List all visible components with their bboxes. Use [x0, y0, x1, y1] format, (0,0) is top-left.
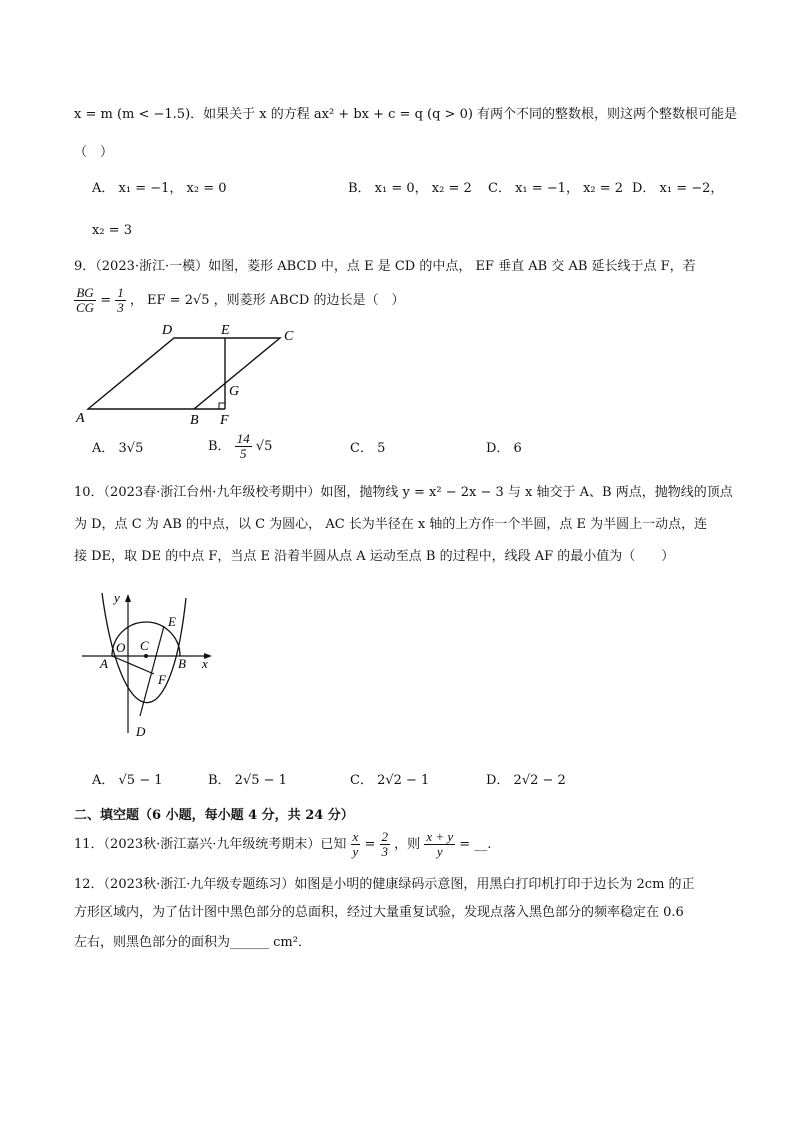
label-g: G: [229, 384, 240, 399]
q10-choice-a: A． √5 − 1: [92, 773, 163, 788]
label-o: O: [116, 640, 126, 655]
q11-frac-target-den: y: [436, 844, 443, 859]
rhombus-abcd: [88, 338, 280, 409]
q11-prefix: 11．（2023秋·浙江嘉兴·九年级统考期末）已知: [74, 837, 347, 852]
label-d: D: [162, 323, 173, 338]
q11-equals: =: [364, 837, 376, 852]
q9-choice-b-prefix: B．: [208, 439, 231, 454]
q9-ratio-fraction: [74, 286, 96, 315]
q9-three: 3: [117, 300, 124, 315]
q8-choice-a: A． x₁ = −1， x₂ = 0: [92, 181, 227, 196]
label-y: y: [114, 590, 120, 605]
q10-stem-line2: 为 D，点 C 为 AB 的中点，以 C 为圆心， AC 长为半径在 x 轴的上方作一个半圆，点 E 为半圆上一动点，连: [74, 517, 708, 532]
label-d: D: [136, 724, 146, 739]
y-axis-arrow: [125, 594, 131, 602]
q11-stem: [74, 830, 491, 859]
q8-answer-paren: （ ）: [74, 145, 114, 160]
q9-stem-line2: [74, 286, 404, 315]
label-c: C: [284, 329, 294, 344]
q12-stem-line1: 12．（2023秋·浙江·九年级专题练习）如图是小明的健康绿码示意图，用黑白打印机打印于边长为 2cm 的正: [74, 877, 695, 892]
right-angle-mark: [219, 403, 225, 409]
q9-choice-b: [208, 432, 272, 461]
q11-then: ，则: [394, 837, 421, 852]
q9-choice-b-fraction: [235, 432, 252, 461]
q8-stem-line1: x = m (m < −1.5)．如果关于 x 的方程 ax² + bx + c = q (q > 0) 有两个不同的整数根，则这两个整数根可能是: [74, 107, 738, 122]
q9-stem-line1: 9．（2023·浙江·一模）如图，菱形 ABCD 中，点 E 是 CD 的中点， EF 垂直 AB 交 AB 延长线于点 F，若: [74, 259, 696, 274]
q9-choice-c: C． 5: [350, 441, 386, 456]
q9-choice-b-den: 5: [239, 446, 247, 461]
q10-stem-line1: 10．（2023春·浙江台州·九年级校考期中）如图，抛物线 y = x² − 2x − 3 与 x 轴交于 A、B 两点，抛物线的顶点: [74, 485, 733, 500]
label-b: B: [178, 656, 186, 671]
q10-choice-d: D． 2√2 − 2: [486, 773, 566, 788]
label-a: A: [100, 656, 108, 671]
q8-choice-d: D． x₁ = −2，: [632, 181, 724, 196]
q11-frac-23-den: 3: [381, 844, 389, 859]
q11-suffix: = __.: [459, 837, 492, 852]
q9-ratio-num: BG: [74, 286, 96, 301]
q12-stem-line2: 方形区域内，为了估计图中黑色部分的总面积，经过大量重复试验，发现点落入黑色部分的频率稳定在 0.6: [74, 905, 684, 920]
label-e: E: [168, 614, 176, 629]
q9-choice-b-num: 14: [236, 431, 250, 446]
q11-frac-xy-num: x: [352, 829, 359, 844]
q9-one-third: [115, 286, 126, 315]
q11-frac-target-num: x + y: [426, 829, 454, 844]
q9-choice-a: A． 3√5: [92, 441, 144, 456]
q11-frac-xy: [351, 830, 361, 859]
q10-choice-b: B． 2√5 − 1: [208, 773, 287, 788]
q11-frac-xy-den: y: [352, 844, 359, 859]
q11-frac-23-num: 2: [381, 829, 389, 844]
label-b: B: [190, 413, 199, 428]
q10-parabola-figure: [80, 588, 230, 748]
q9-equals: =: [100, 293, 112, 308]
q9-rhombus-figure: [70, 318, 310, 428]
q9-one: 1: [117, 285, 124, 300]
q9-choice-d: D． 6: [486, 441, 522, 456]
label-f: F: [158, 672, 166, 687]
label-a: A: [76, 411, 85, 426]
q8-choice-d-cont: x₂ = 3: [92, 223, 132, 238]
q11-frac-target: [424, 830, 455, 859]
label-c: C: [140, 638, 149, 653]
q10-stem-line3: 接 DE，取 DE 的中点 F，当点 E 沿着半圆从点 A 运动至点 B 的过程中，线段 AF 的最小值为（ ）: [74, 549, 675, 564]
center-c-dot: [144, 654, 148, 658]
q11-frac-23: [380, 830, 391, 859]
label-x: x: [202, 656, 208, 671]
q9-ratio-den: CG: [76, 300, 95, 315]
label-e: E: [221, 323, 230, 338]
section-fill-in-title: 二、填空题（6 小题，每小题 4 分，共 24 分）: [74, 808, 354, 823]
q8-choice-b: B． x₁ = 0， x₂ = 2: [348, 181, 472, 196]
q9-ef-text: ， EF = 2√5 ，则菱形 ABCD 的边长是（ ）: [129, 293, 405, 308]
q10-choice-c: C． 2√2 − 1: [350, 773, 430, 788]
q8-choice-c: C． x₁ = −1， x₂ = 2: [488, 181, 624, 196]
q12-stem-line3: 左右，则黑色部分的面积为______ cm²．: [74, 935, 311, 950]
q9-choice-b-suffix: √5: [255, 439, 273, 454]
label-f: F: [220, 413, 229, 428]
